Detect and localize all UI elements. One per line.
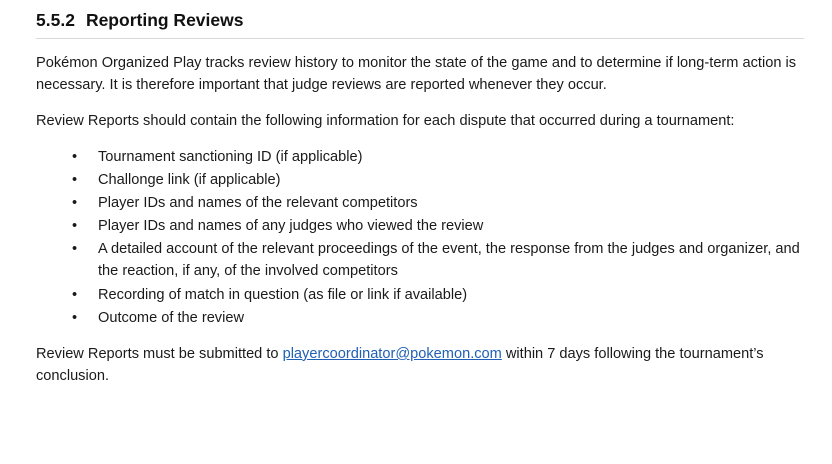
list-item-label: Player IDs and names of the relevant competitors bbox=[98, 194, 418, 211]
list-item-label: Challonge link (if applicable) bbox=[98, 171, 281, 188]
requirements-list bbox=[36, 146, 804, 329]
bullet-icon: • bbox=[72, 286, 78, 303]
list-item bbox=[36, 307, 804, 329]
section-heading bbox=[36, 10, 804, 39]
lead-in-paragraph: Review Reports should contain the following information for each dispute that occurred during a tournament: bbox=[36, 113, 735, 130]
bullet-icon: • bbox=[72, 218, 78, 235]
section-number: 5.5.2 bbox=[36, 10, 75, 30]
list-item-label: Player IDs and names of any judges who viewed the review bbox=[98, 218, 484, 235]
list-item-label: Recording of match in question (as file or link if available) bbox=[98, 286, 468, 303]
list-item bbox=[36, 215, 804, 237]
bullet-icon: • bbox=[72, 194, 78, 211]
closing-paragraph bbox=[36, 343, 804, 387]
closing-text-after: within 7 days following the tournament’s conclusion. bbox=[36, 345, 764, 385]
closing-text-before: Review Reports must be submitted to bbox=[36, 345, 283, 362]
email-link[interactable]: playercoordinator@pokemon.com bbox=[282, 345, 502, 362]
list-item-label: Outcome of the review bbox=[98, 309, 245, 326]
list-item bbox=[36, 284, 804, 306]
list-item-label: Tournament sanctioning ID (if applicable) bbox=[98, 148, 363, 165]
list-item bbox=[36, 146, 804, 168]
bullet-icon: • bbox=[72, 148, 78, 165]
list-item-label: A detailed account of the relevant proceedings of the event, the response from the judges and organizer, and the reaction, if any, of the involved competitors bbox=[98, 241, 800, 280]
bullet-icon: • bbox=[72, 241, 78, 258]
bullet-icon: • bbox=[72, 309, 78, 326]
list-item bbox=[36, 169, 804, 191]
intro-paragraph: Pokémon Organized Play tracks review history to monitor the state of the game and to determine if long-term action is necessary. It is therefore important that judge reviews are reported whenever they occur. bbox=[36, 55, 797, 94]
list-item bbox=[36, 238, 804, 282]
bullet-icon: • bbox=[72, 171, 78, 188]
list-item bbox=[36, 192, 804, 214]
page-title: Reporting Reviews bbox=[85, 10, 244, 30]
